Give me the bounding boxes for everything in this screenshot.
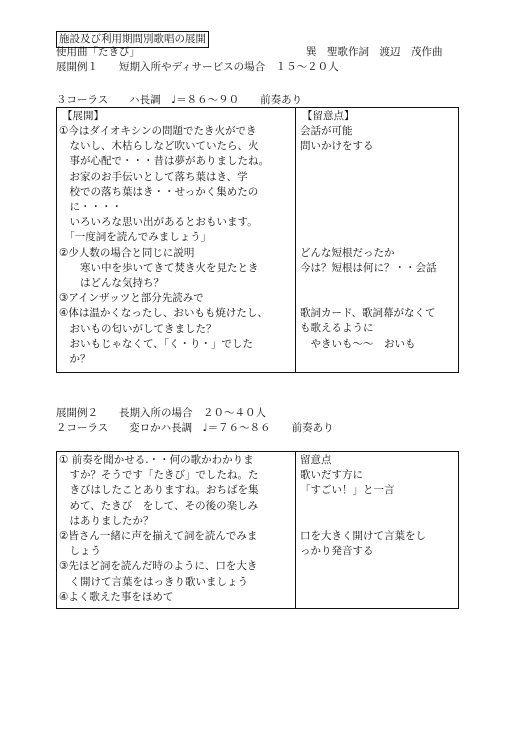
text-line: 「すごい！」と一言 xyxy=(300,484,395,497)
text-line xyxy=(300,575,456,590)
text-line: ④よく歌えた事をほめて xyxy=(59,590,174,603)
text-line: か？ xyxy=(59,353,91,366)
example1-right-column xyxy=(300,124,456,367)
text-line: めて、たきび をして、その後の楽しみ xyxy=(59,499,259,512)
text-line: ②皆さん一緒に声を揃えて詞を読んでみま xyxy=(59,530,258,543)
song-line: 使用曲「たきび」 xyxy=(56,46,140,58)
text-line: 歌詞カード、歌詞幕がなくて xyxy=(300,307,436,320)
example2-right-column xyxy=(300,453,456,605)
text-line: 校での落ち葉はき・・せっかく集めたの xyxy=(59,185,259,198)
text-line xyxy=(300,499,456,514)
text-line: すか？そうです「たきび」でしたね。た xyxy=(59,469,259,482)
text-line: 「一度詞を読んでみましょう」 xyxy=(59,231,212,244)
text-line: も歌えるように xyxy=(300,322,374,335)
text-line: ①今はダイオキシンの問題でたき火ができ xyxy=(59,125,257,137)
example1-settings: ３コーラス ハ長調 ♩＝８６〜９０ 前奏あり xyxy=(56,94,303,106)
example2-table xyxy=(56,451,459,609)
text-line: 留意点 xyxy=(300,454,332,466)
text-line xyxy=(300,154,456,169)
text-line xyxy=(300,170,456,185)
text-line xyxy=(300,514,456,529)
example1-table xyxy=(56,107,459,373)
text-line: く開けて言葉をはっきり歌いましょう xyxy=(59,575,248,588)
table-divider xyxy=(295,452,296,608)
text-line: しょう xyxy=(59,545,101,558)
text-line: どんな短根だったか xyxy=(300,246,395,259)
text-line: やきいも〜〜 おいも xyxy=(300,337,416,350)
text-line: ④体は温かくなったし、おいもも焼けたし、 xyxy=(59,307,268,320)
table-divider xyxy=(295,108,296,372)
text-line: お家のお手伝いとして落ち葉はき、学 xyxy=(59,170,248,183)
text-line: 問いかけをする xyxy=(300,140,374,153)
text-line: 事が心配で・・・昔は夢がありましたね。 xyxy=(59,155,269,168)
text-line: 今は？短根は何に？・・会話 xyxy=(300,261,437,274)
example2-settings: ２コーラス 変ロかハ長調 ♩＝７６〜８６ 前奏あり xyxy=(56,422,334,434)
text-line: おいもじゃなくて、「く・り・」でした xyxy=(59,337,254,350)
text-line: 歌いだす方に xyxy=(300,469,363,482)
text-line xyxy=(300,590,456,605)
text-line: いろいろな思い出があるとおもいます。 xyxy=(59,216,258,229)
text-line: 会話が可能 xyxy=(300,125,353,137)
example1-left-header: 【展開】 xyxy=(62,110,104,122)
text-line xyxy=(300,200,456,215)
example1-right-header: 【留意点】 xyxy=(302,110,355,122)
example2-left-column xyxy=(59,453,295,605)
text-line: ないし、木枯らしなど吹いていたら、火 xyxy=(59,140,259,153)
text-line: っかり発音する xyxy=(300,545,374,558)
text-line: 寒い中を歩いてきて焚き火を見たとき xyxy=(59,261,259,274)
text-line: ②少人数の場合と同じに説明 xyxy=(59,246,195,259)
text-line: に・・・・ xyxy=(59,201,122,214)
document-title: 施設及び利用期間別歌唱の展開 xyxy=(56,31,209,48)
credits-line: 巽 聖歌作詞 渡辺 茂作曲 xyxy=(306,46,443,58)
example2-heading: 展開例２ 長期入所の場合 ２０〜４０人 xyxy=(56,407,266,419)
text-line xyxy=(300,215,456,230)
text-line xyxy=(300,559,456,574)
text-line: おいもの匂いがしてきました？ xyxy=(59,322,217,335)
text-line xyxy=(300,276,456,291)
text-line: ③アインザッツと部分先読みで xyxy=(59,292,204,305)
text-line: きびはしたことありますね。おちばを集 xyxy=(59,484,259,497)
example1-heading: 展開例１ 短期入所やディサービスの場合 １５〜２０人 xyxy=(56,61,339,73)
text-line: ③先ほど詞を読んだ時のように、口を大き xyxy=(59,560,258,573)
text-line: はどんな気持ち？ xyxy=(59,277,164,290)
text-line xyxy=(300,352,456,367)
text-line: はありましたか？ xyxy=(59,514,154,527)
text-line xyxy=(300,291,456,306)
text-line xyxy=(300,185,456,200)
text-line: ① 前奏を聞かせる.・・何の歌かわかりま xyxy=(59,454,254,466)
example1-left-column xyxy=(59,124,295,367)
text-line xyxy=(300,230,456,245)
text-line: 口を大きく開けて言葉をし xyxy=(300,529,426,542)
